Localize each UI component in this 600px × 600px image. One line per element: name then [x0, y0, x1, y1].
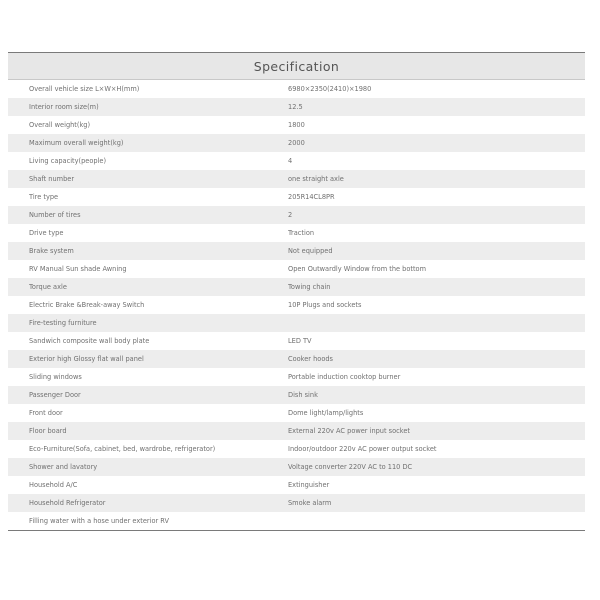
table-body — [8, 80, 585, 530]
spec-label: Drive type — [29, 229, 64, 237]
spec-label: Number of tires — [29, 211, 81, 219]
spec-value: Smoke alarm — [288, 499, 332, 507]
table-row — [8, 278, 585, 296]
spec-label: Living capacity(people) — [29, 157, 107, 165]
spec-label: Floor board — [29, 427, 67, 435]
table-row — [8, 458, 585, 476]
specification-table — [8, 52, 585, 531]
spec-value: Voltage converter 220V AC to 110 DC — [288, 463, 413, 471]
table-row — [8, 422, 585, 440]
table-row — [8, 260, 585, 278]
spec-label: Sandwich composite wall body plate — [29, 337, 150, 345]
table-title: Specification — [8, 53, 585, 80]
spec-label: Fire-testing furniture — [29, 319, 97, 327]
spec-label: Passenger Door — [29, 391, 81, 399]
spec-label: Household A/C — [29, 481, 78, 489]
table-row — [8, 134, 585, 152]
table-row — [8, 476, 585, 494]
table-row — [8, 350, 585, 368]
spec-value: Indoor/outdoor 220v AC power output socket — [288, 445, 437, 453]
spec-value: Open Outwardly Window from the bottom — [288, 265, 427, 273]
spec-value: 2000 — [288, 139, 305, 147]
table-row — [8, 386, 585, 404]
table-row — [8, 206, 585, 224]
table-row — [8, 494, 585, 512]
spec-value: External 220v AC power input socket — [288, 427, 410, 435]
table-row — [8, 314, 585, 332]
spec-label: Exterior high Glossy flat wall panel — [29, 355, 144, 363]
spec-value: 12.5 — [288, 103, 303, 111]
spec-label: Torque axle — [29, 283, 67, 291]
spec-label: Shower and lavatory — [29, 463, 98, 471]
table-row — [8, 98, 585, 116]
spec-label: Front door — [29, 409, 63, 417]
spec-value: 10P Plugs and sockets — [288, 301, 362, 309]
spec-value: Portable induction cooktop burner — [288, 373, 401, 381]
spec-label: Shaft number — [29, 175, 75, 183]
spec-value: 1800 — [288, 121, 305, 129]
table-row — [8, 80, 585, 98]
table-row — [8, 296, 585, 314]
table-row — [8, 440, 585, 458]
spec-value: Not equipped — [288, 247, 333, 255]
table-row — [8, 188, 585, 206]
spec-label: Electric Brake &Break-away Switch — [29, 301, 145, 309]
spec-label: Interior room size(m) — [29, 103, 99, 111]
spec-value: LED TV — [288, 337, 312, 345]
table-row — [8, 242, 585, 260]
spec-value: 205R14CL8PR — [288, 193, 335, 201]
spec-label: RV Manual Sun shade Awning — [29, 265, 127, 273]
table-row — [8, 512, 585, 530]
spec-label: Tire type — [29, 193, 59, 201]
spec-value: Cooker hoods — [288, 355, 333, 363]
spec-label: Brake system — [29, 247, 74, 255]
spec-value: Dome light/lamp/lights — [288, 409, 364, 417]
table-row — [8, 170, 585, 188]
table-row — [8, 224, 585, 242]
table-row — [8, 152, 585, 170]
spec-value: Towing chain — [288, 283, 331, 291]
table-row — [8, 404, 585, 422]
spec-value: 6980×2350(2410)×1980 — [288, 85, 372, 93]
spec-label: Household Refrigerator — [29, 499, 106, 507]
table-row — [8, 332, 585, 350]
spec-label: Overall vehicle size L×W×H(mm) — [29, 85, 140, 93]
spec-label: Maximum overall weight(kg) — [29, 139, 124, 147]
spec-label: Sliding windows — [29, 373, 82, 381]
spec-value: Extinguisher — [288, 481, 330, 489]
spec-label: Overall weight(kg) — [29, 121, 91, 129]
table-row — [8, 116, 585, 134]
spec-value: 2 — [288, 211, 293, 219]
spec-value: 4 — [288, 157, 293, 165]
spec-label: Filling water with a hose under exterior RV — [29, 517, 170, 525]
spec-value: Dish sink — [288, 391, 318, 399]
spec-label: Eco-Furniture(Sofa, cabinet, bed, wardrobe, refrigerator) — [29, 445, 216, 453]
table-row — [8, 368, 585, 386]
spec-value: one straight axle — [288, 175, 344, 183]
spec-value: Traction — [288, 229, 315, 237]
